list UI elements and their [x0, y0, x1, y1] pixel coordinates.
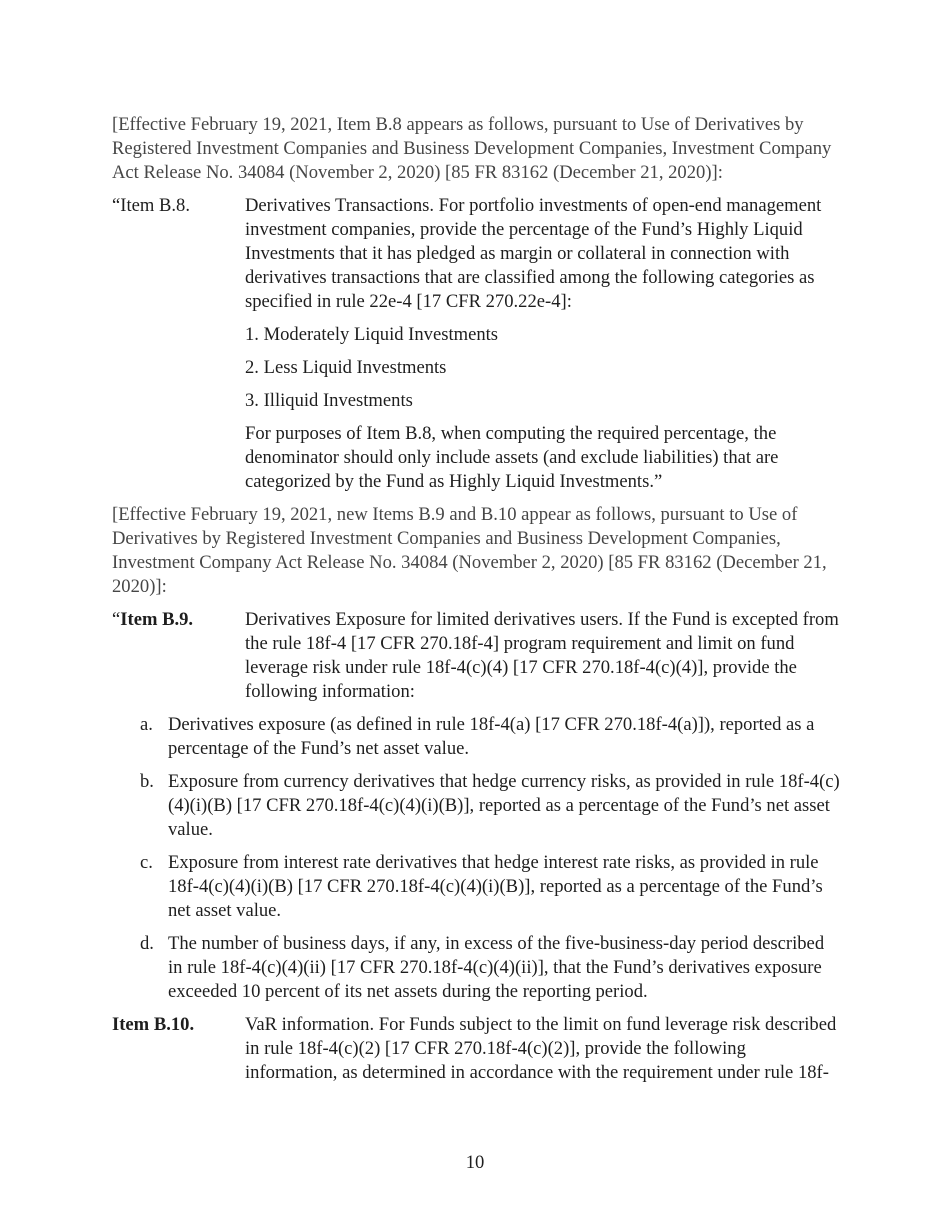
item-b8-closing: For purposes of Item B.8, when computing the required percentage, the denominator should only include assets (and exclude liabilities) that are categorized by the Fund as Highly Liquid Investments.” — [245, 423, 779, 492]
subitem-marker: b. — [140, 771, 154, 792]
item-b9-label — [112, 608, 245, 632]
item-b10-label-text: Item B.10. — [112, 1014, 195, 1035]
item-b9-subitem-b — [112, 770, 842, 842]
item-b9-subitem-a — [112, 713, 842, 761]
item-b9-subitem-d — [112, 932, 842, 1004]
item-b10-label — [112, 1013, 245, 1037]
item-b8-category-3: 3. Illiquid Investments — [245, 390, 413, 411]
item-b10 — [112, 1013, 842, 1085]
subitem-marker: c. — [140, 852, 153, 873]
item-b8-category-2: 2. Less Liquid Investments — [245, 357, 447, 378]
item-b8-category-1: 1. Moderately Liquid Investments — [245, 324, 499, 345]
subitem-text: Derivatives exposure (as defined in rule 18f-4(a) [17 CFR 270.18f-4(a)]), reported as a percentage of the Fund’s net asset value. — [168, 714, 815, 759]
item-b9-body: Derivatives Exposure for limited derivatives users. If the Fund is excepted from the rule 18f-4 [17 CFR 270.18f-4] program requirement and limit on fund leverage risk under rule 18f-4(c)(4) [17 CFR 270.18f-4(c)(4)], provide the following information: — [245, 609, 839, 702]
item-b8-content — [245, 194, 842, 494]
effective-note-b9-b10: [Effective February 19, 2021, new Items B.9 and B.10 appear as follows, pursuant to Use of Derivatives by Registered Investment Companies and Business Development Companies, Investment Company Act Release No. 34084 (November 2, 2020) [85 FR 83162 (December 21, 2020)]: — [112, 504, 827, 597]
document-page — [112, 113, 842, 1094]
item-b9-quote: “ — [112, 609, 121, 630]
subitem-marker: d. — [140, 933, 154, 954]
item-b9-label-text: Item B.9. — [120, 609, 194, 630]
item-b10-content — [245, 1013, 842, 1085]
subitem-text: The number of business days, if any, in excess of the five-business-day period described in rule 18f-4(c)(4)(ii) [17 CFR 270.18f-4(c)(4)(ii)], that the Fund’s derivatives exposure exceeded 10 percent of its net assets during the reporting period. — [168, 933, 825, 1002]
item-b9 — [112, 608, 842, 704]
item-b8 — [112, 194, 842, 494]
item-b9-content — [245, 608, 842, 704]
page-number: 10 — [465, 1152, 485, 1173]
item-b9-subitem-c — [112, 851, 842, 923]
item-b8-body: Derivatives Transactions. For portfolio investments of open-end management investment companies, provide the percentage of the Fund’s Highly Liquid Investments that it has pledged as margin or collateral in connection with derivatives transactions that are classified among the following categories as specified in rule 22e-4 [17 CFR 270.22e-4]: — [245, 195, 822, 312]
effective-note-b8: [Effective February 19, 2021, Item B.8 appears as follows, pursuant to Use of Derivatives by Registered Investment Companies and Business Development Companies, Investment Company Act Release No. 34084 (November 2, 2020) [85 FR 83162 (December 21, 2020)]: — [112, 114, 832, 183]
subitem-text: Exposure from interest rate derivatives that hedge interest rate risks, as provided in rule 18f-4(c)(4)(i)(B) [17 CFR 270.18f-4(c)(4)(i)(B)], reported as a percentage of the Fund’s net asset value. — [168, 852, 823, 921]
subitem-marker: a. — [140, 714, 153, 735]
item-b10-body: VaR information. For Funds subject to the limit on fund leverage risk described in rule 18f-4(c)(2) [17 CFR 270.18f-4(c)(2)], provide the following information, as determined in accordance with the requirement under rule 18f- — [245, 1014, 837, 1083]
subitem-text: Exposure from currency derivatives that hedge currency risks, as provided in rule 18f-4(c)(4)(i)(B) [17 CFR 270.18f-4(c)(4)(i)(B)], reported as a percentage of the Fund’s net asset value. — [168, 771, 840, 840]
item-b8-label: “Item B.8. — [112, 195, 190, 216]
